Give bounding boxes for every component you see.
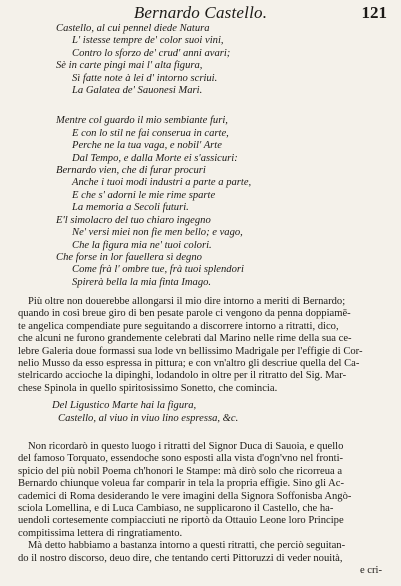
prose-line: del famoso Torquato, essendoche sono esposti alla vista d'ogn'vno nel fronti- xyxy=(18,453,344,465)
paragraph-torquato xyxy=(18,441,390,577)
poem-line: L' istesse tempre de' color suoi vini, xyxy=(72,35,224,47)
running-title: Bernardo Castello. xyxy=(133,3,268,22)
poem-line: Spirerà bella la mia finta Imago. xyxy=(72,276,212,288)
prose-line: compitissima lettera di ringratiamento. xyxy=(18,527,183,539)
poem-line: Ne' versi miei non fie men bello; e vago, xyxy=(72,227,243,239)
prose-line: lebre Galeria doue formassi sua lode vn bellissimo Madrigale per l'effigie di Cor- xyxy=(18,345,363,357)
prose-line: uendoli cortesemente compiacciuti ne riportò da Ottauio Leone loro Principe xyxy=(18,515,344,527)
prose-line: te angelica compendiate pure seguitando a discorrere intorno a ritratti, dico, xyxy=(18,320,339,332)
poem-line: La Galatea de' Sauonesi Mari. xyxy=(72,85,203,97)
catchword: e cri- xyxy=(359,565,382,577)
prose-line: chese Spinola in quello spiritosissimo Sonetto, che comincia. xyxy=(18,382,278,394)
prose-line: spicio del più nobil Poema ch'honori le Stampe: mà dirò solo che ricorreua a xyxy=(18,465,343,477)
prose-line: quando in così breue giro di ben pesate parole ci vengono da penna doppiamē- xyxy=(18,308,351,320)
prose-line: Mà detto habbiamo a bastanza intorno a questi ritratti, che perciò seguitan- xyxy=(28,540,346,552)
poem-line: Castello, al cui pennel diede Natura xyxy=(56,23,210,34)
poem-line: Sì fatte note à lei d' intorno scriui. xyxy=(72,72,218,84)
poem-line: E con lo stil ne fai conserua in carte, xyxy=(72,127,229,139)
prose-line: Non ricordarò in questo luogo i ritratti del Signor Duca di Sauoia, e quello xyxy=(28,441,344,452)
paragraph-ritratti xyxy=(18,296,390,395)
poem xyxy=(56,23,376,289)
poem-line: E'l simolacro del tuo chiaro ingegno xyxy=(56,214,211,226)
poem-line: Come frà l' ombre tue, frà tuoi splendori xyxy=(72,264,244,276)
stanza-gap xyxy=(56,97,376,115)
poem-line: Sè in carte pingi mai l' alta figura, xyxy=(56,60,203,72)
sonnet-quote xyxy=(52,400,382,426)
poem-line: Mentre col guardo il mio sembiante furi, xyxy=(56,115,228,127)
prose-line: stelricardo accioche la dipinghi, lodandolo in oltre per il ritratto del Sig. Mar- xyxy=(18,370,347,382)
prose-line: Più oltre non douerebbe allongarsi il mio dire intorno a meriti di Bernardo; xyxy=(28,296,346,307)
poem-line: Contro lo sforzo de' crud' anni avari; xyxy=(72,47,231,59)
poem-line: Che la figura mia ne' tuoi colori. xyxy=(72,239,212,251)
running-head xyxy=(0,3,401,25)
poem-line: Che forse in lor fauellera sì degno xyxy=(56,251,202,263)
prose-line: nelio Musso da esso espressa in pittura; e con vn'altro gli descriue quella del Ca- xyxy=(18,358,360,370)
poem-line: Anche i tuoi modi industri a parte a parte, xyxy=(72,177,252,189)
poem-line: Dal Tempo, e dalla Morte ei s'assicuri: xyxy=(72,152,238,164)
page-number: 121 xyxy=(361,3,387,22)
poem-line: Perche ne la tua vaga, e nobil' Arte xyxy=(72,140,222,152)
quote-line: Del Ligustico Marte hai la figura, xyxy=(52,400,197,411)
prose-line: do il nostro discorso, deuo dire, che tentando certi Pittoruzzi di veder nouità, xyxy=(18,552,343,564)
poem-line: E che s' adorni le mie rime sparte xyxy=(72,189,216,201)
prose-line: Bernardo chiunque voleua far comparir in tela la propria effigie. Sino gli Ac- xyxy=(18,478,345,490)
prose-line: che alcuni ne furono grandemente celebrati dal Marino nelle rime della sua ce- xyxy=(18,333,352,345)
poem-line: La memoria a Secoli futuri. xyxy=(72,202,189,214)
prose-line: cademici di Roma desiderando le vere imagini della Signora Soffonisba Angò- xyxy=(18,490,352,502)
prose-line: sciola Lomellina, e di Luca Cambiaso, ne supplicarono il Castello, che ha- xyxy=(18,503,334,515)
quote-line: Castello, al viuo in viuo lino espressa, &c. xyxy=(58,412,239,424)
poem-line: Bernardo vien, che di furar procuri xyxy=(56,165,206,177)
